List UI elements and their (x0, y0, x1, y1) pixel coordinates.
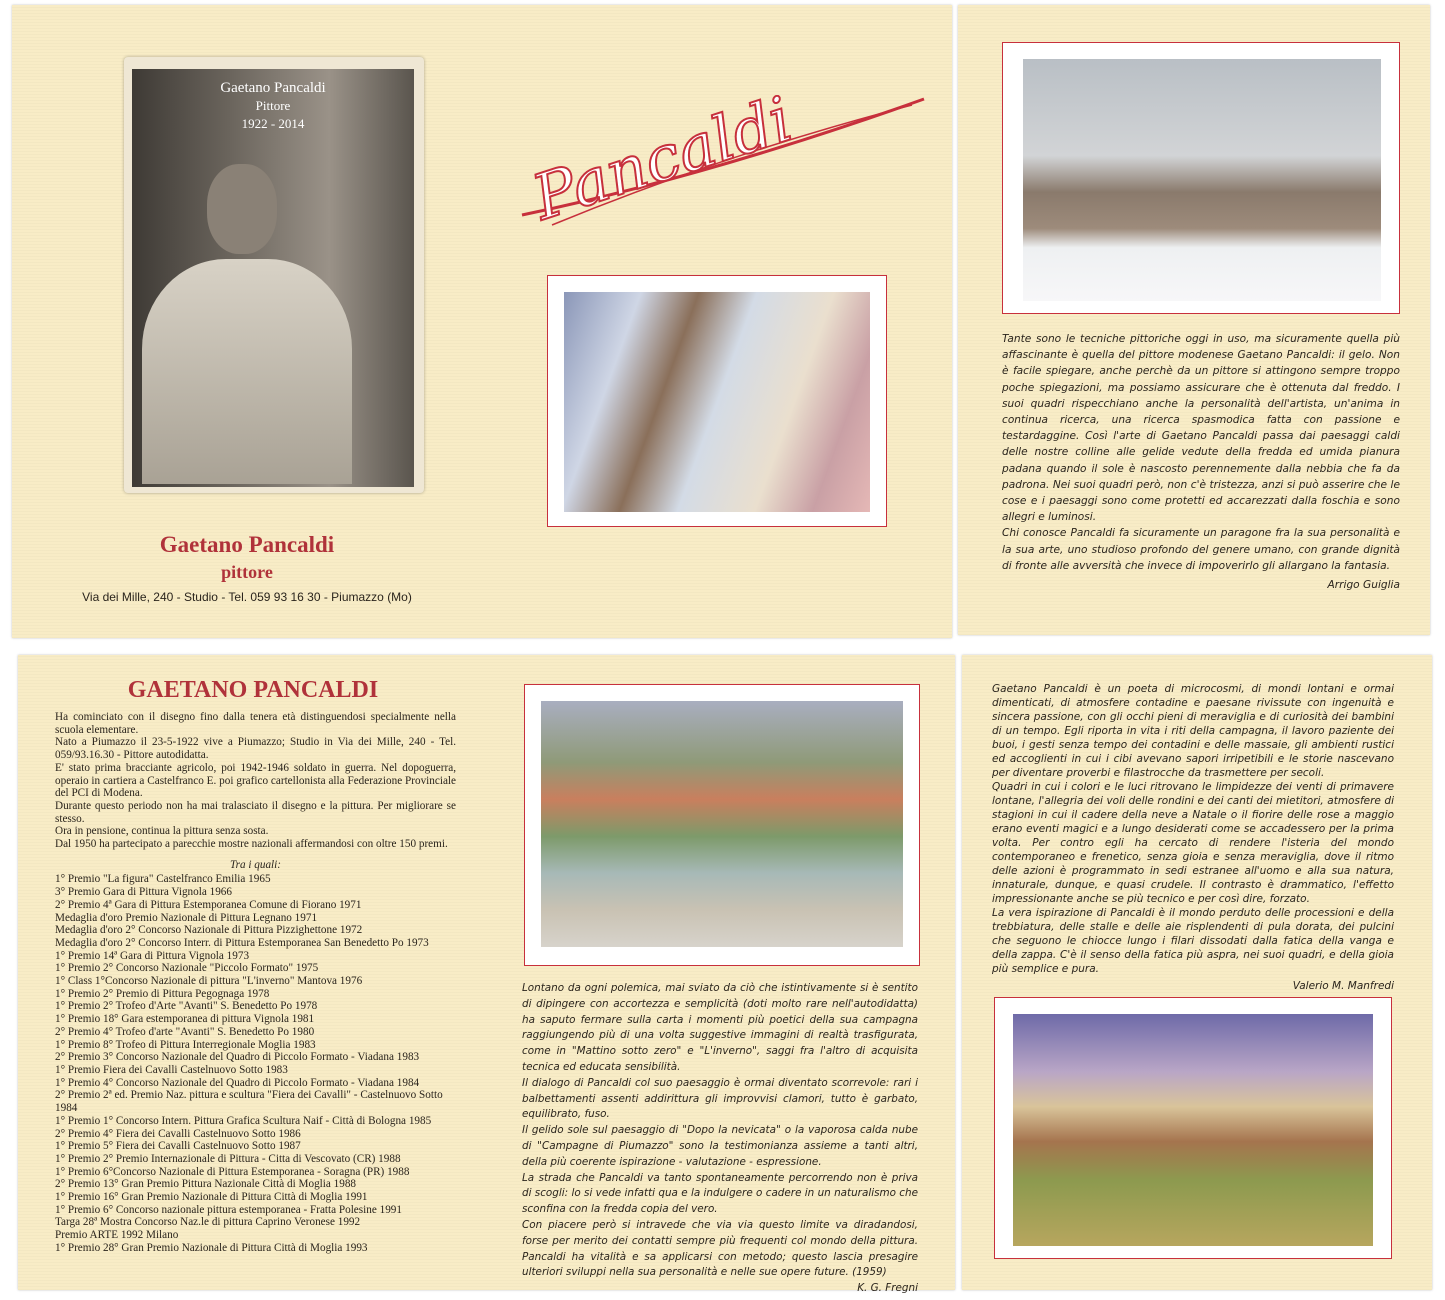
award-item: Premio ARTE 1992 Milano (55, 1229, 179, 1242)
award-item: 1° Premio 6°Concorso Nazionale di Pittura Estemporanea - Soragna (PR) 1988 (55, 1165, 410, 1178)
painting-snowy-castle (1023, 59, 1381, 301)
awards-heading: Tra i quali: (230, 858, 281, 871)
critique-paragraph: La strada che Pancaldi va tanto spontaneamente percorrendo non è priva di scogli: lo si vede infatti qua e la indulgere o cadere in un naturalismo che sconfina con la fredda copia del vero. (522, 1171, 918, 1216)
intro-panel (958, 5, 1430, 635)
bio-paragraph: Durante questo periodo non ha mai tralasciato il disegno e la pittura. Per migliorare se stesso. (55, 799, 456, 825)
award-item: Medaglia d'oro 2° Concorso Nazionale di Pittura Pizzighettone 1972 (55, 924, 363, 937)
pancaldi-logo (512, 95, 932, 245)
award-item: 1° Premio 14ª Gara di Pittura Vignola 1973 (55, 949, 250, 962)
award-item: 2° Premio 3° Concorso Nazionale del Quadro di Piccolo Formato - Viadana 1983 (55, 1051, 420, 1064)
award-item: 1° Premio 2° Premio Internazionale di Pittura - Citta di Vescovato (CR) 1988 (55, 1152, 401, 1165)
intro-paragraph: Chi conosce Pancaldi fa sicuramente un paragone fra la sua personalità e la sua arte, uno studioso profondo del genere umano, con grande dignità di fronte alle avversità che invece di impoverirlo gli allargano la fantasia. (1002, 527, 1400, 572)
intro-text (1002, 331, 1400, 593)
painting-frame-landscape (524, 684, 920, 966)
award-item: 1° Premio 2° Premio di Pittura Pegognaga 1978 (55, 987, 270, 1000)
award-item: 1° Premio 28° Gran Premio Nazionale di Pittura Città di Moglia 1993 (55, 1241, 368, 1254)
bio-paragraph: E' stato prima bracciante agricolo, poi 1942-1946 soldato in guerra. Nel dopoguerra, operaio in cartiera a Castelfranco E. poi grafico cartellonista alla Federazione Provinciale del PCI di Modena. (55, 761, 456, 800)
critique-paragraph: Il gelido sole sul paesaggio di "Dopo la nevicata" o la vaporosa calda nube di "Campagne di Piumazzo" sono la testimonianza assieme a tanti altri, della più coerente ispirazione - valutazione - espressione. (522, 1124, 918, 1168)
painting-threshing-farm (1013, 1014, 1373, 1246)
poet-panel (962, 655, 1432, 1290)
award-item: Targa 28ª Mostra Concorso Naz.le di pittura Caprino Veronese 1992 (55, 1216, 361, 1229)
poet-author: Valerio M. Manfredi (1292, 980, 1394, 992)
awards-list (55, 873, 456, 1254)
cover-address: Via dei Mille, 240 - Studio - Tel. 059 93 16 30 - Piumazzo (Mo) (82, 590, 412, 604)
poet-paragraph: Gaetano Pancaldi è un poeta di microcosmi, di mondi lontani e ormai dimenticati, di atmosfere contadine e paesane rivissute con ingenuità e sincera passione, con gli occhi pieni di meraviglia e di curiosità dei bambini di un tempo. Egli riporta in vita i riti della campagna, il lavoro paziente dei buoi, i gesti senza tempo dei contadini e delle massaie, gli ambienti rustici ed accoglienti in cui i cibi avevano sapori irripetibili e le storie nascevano per diventare proverbi e filastrocche da trasmettere per secoli. (992, 683, 1394, 779)
intro-paragraph: Tante sono le tecniche pittoriche oggi in uso, ma sicuramente quella più affascinante è quella del pittore modenese Gaetano Pancaldi: il gelo. Non è facile spiegare, anche perchè da un pittore si attingono sempre troppo poche spiegazioni, ma possiamo assicurare che è ottenuta dal freddo. I suoi quadri rispecchiano anche la personalità dell'artista, un'anima in continua ricerca, una ricerca spasmodica fatta con passione e testardaggine. Così l'arte di Gaetano Pancaldi passa dai paesaggi caldi delle nostre colline alle gelide vedute della fredda ed umida pianura padana quando il sole è nascosto perennemente dalla nebbia che fa da padrona. Nei suoi quadri però, non c'è tristezza, anzi si può asserire che le cose e i paesaggi sono come protetti ed accarezzati dalla foschia e sono allegri e luminosi. (1002, 333, 1400, 524)
award-item: 1° Premio 1° Concorso Intern. Pittura Grafica Scultura Naif - Città di Bologna 1985 (55, 1114, 432, 1127)
photo-caption-years: 1922 - 2014 (241, 116, 305, 131)
award-item: 1° Premio 2° Trofeo d'Arte "Avanti" S. Benedetto Po 1978 (55, 1000, 318, 1013)
critique-paragraph: Con piacere però si intravede che via via questo limite va diradandosi, forse per merito dei contatti sempre più frequenti col mondo della pittura. Pancaldi ha vitalità e sa applicarsi con metodo; questo lascia presagire ulteriori sviluppi nella sua personalità e nelle sue opere future. (1959) (522, 1218, 918, 1279)
poet-paragraph: Quadri in cui i colori e le luci ritrovano le limpidezze dei venti di primavere lontane, l'allegria dei voli delle rondini e dei canti dei mietitori, atmosfere di stagioni in cui il cadere della neve a Natale o il fiorire delle rose a maggio erano eventi magici e a lungo desiderati come se accadessero per la prima volta. Per contro egli ha cercato di rendere l'isteria del mondo contemporaneo e frenetico, senza gioia e senza meraviglia, dove il ritmo delle azioni è programmato in sedi estranee all'uomo e alla sua natura, innaturale, dunque, e quasi crudele. Il contrasto è drammatico, l'effetto impressionante anche se più tecnico e per così dire, forzato. (992, 781, 1394, 905)
poet-text (992, 682, 1394, 993)
bio-paragraph: Ha cominciato con il disegno fino dalla tenera età distinguendosi specialmente nella scuola elementare. (55, 711, 456, 736)
award-item: 1° Premio "La figura" Castelfranco Emilia 1965 (55, 873, 271, 886)
award-item: 2° Premio 4ª Gara di Pittura Estemporanea Comune di Fiorano 1971 (55, 898, 362, 911)
artist-photo (124, 57, 424, 493)
award-item: 1° Premio 4° Concorso Nazionale del Quadro di Piccolo Formato - Viadana 1984 (55, 1076, 420, 1089)
award-item: 1° Premio Fiera dei Cavalli Castelnuovo Sotto 1983 (55, 1063, 288, 1076)
award-item: 3° Premio Gara di Pittura Vignola 1966 (55, 886, 232, 899)
award-item: 1° Premio 5° Fiera dei Cavalli Castelnuovo Sotto 1987 (55, 1140, 301, 1153)
logo-text: Pancaldi (524, 95, 801, 235)
photo-caption-role: Pittore (255, 98, 291, 113)
cover-panel (12, 5, 952, 638)
poet-paragraph: La vera ispirazione di Pancaldi è il mondo perduto delle processioni e della trebbiatura, delle stalle e delle aie risplendenti di pula dorata, dei pulcini che seguono le chiocce lungo i filari dissodati dalla fatica della vanga e della zappa. C'è il senso della fatica più aspra, nei suoi quadri, e della gioia più semplice e pura. (992, 907, 1394, 975)
award-item: 1° Class 1°Concorso Nazionale di pittura "L'inverno" Mantova 1976 (55, 975, 363, 988)
award-item: 2° Premio 4° Fiera dei Cavalli Castelnuovo Sotto 1986 (55, 1127, 301, 1140)
award-item: 1° Premio 2° Concorso Nazionale "Piccolo Formato" 1975 (55, 962, 319, 975)
cover-name: Gaetano Pancaldi (159, 532, 335, 557)
award-item: 2° Premio 4° Trofeo d'arte "Avanti" S. Benedetto Po 1980 (55, 1025, 315, 1038)
painting-frame-farm (994, 997, 1392, 1259)
award-item: 1° Premio 8° Trofeo di Pittura Interregionale Moglia 1983 (55, 1038, 316, 1051)
critique-text (522, 981, 918, 1297)
bio-paragraph: Ora in pensione, continua la pittura senza sosta. (55, 825, 269, 838)
bio-text (55, 711, 456, 1255)
bio-paragraph: Nato a Piumazzo il 23-5-1922 vive a Piumazzo; Studio in Via dei Mille, 240 - Tel. 059/93.16.30 - Pittore autodidatta. (55, 736, 456, 762)
award-item: 1° Premio 18° Gara estemporanea di pittura Vignola 1981 (55, 1013, 315, 1026)
photo-caption-name: Gaetano Pancaldi (220, 80, 326, 96)
intro-author: Arrigo Guiglia (1327, 579, 1400, 592)
critique-paragraph: Il dialogo di Pancaldi col suo paesaggio è ormai diventato scorrevole: rari i balbettamenti assenti addirittura gli improvvisi clamori, tutto è garbato, equilibrato, fuso. (522, 1076, 918, 1121)
award-item: Medaglia d'oro 2° Concorso Interr. di Pittura Estemporanea San Benedetto Po 1973 (55, 936, 429, 949)
critique-paragraph: Lontano da ogni polemica, mai sviato da ciò che istintivamente si è sentito di dipingere con accortezza e semplicità (doti molto rare nell'autodidatta) ha saputo fermare sulla carta i momenti più poetici della sua campagna raggiungendo più di una volta suggestive immagini di realtà trasfigurata, come in "Mattino sotto zero" e "L'inverno", saggi fra l'altro di acquisita tecnica ed educata sensibilità. (522, 982, 918, 1073)
award-item: 2° Premio 13° Gran Premio Pittura Nazionale Città di Moglia 1988 (55, 1178, 357, 1191)
painting-frame-woman (547, 275, 887, 527)
award-item: Medaglia d'oro Premio Nazionale di Pittura Legnano 1971 (55, 911, 318, 924)
award-item: 2° Premio 2ª ed. Premio Naz. pittura e scultura "Fiera dei Cavalli" - Castelnuovo Sotto 1984 (55, 1089, 443, 1115)
award-item: 1° Premio 16° Gran Premio Nazionale di Pittura Città di Moglia 1991 (55, 1191, 368, 1204)
bio-paragraph: Dal 1950 ha partecipato a parecchie mostre nazionali affermandosi con oltre 150 premi. (55, 838, 448, 851)
cover-role: pittore (221, 562, 273, 582)
bio-panel (18, 655, 955, 1295)
award-item: 1° Premio 6° Concorso nazionale pittura estemporanea - Fratta Polesine 1991 (55, 1203, 402, 1216)
bio-title: GAETANO PANCALDI (127, 677, 379, 703)
painting-woman-window (564, 292, 870, 512)
critique-author: K. G. Fregni (857, 1282, 918, 1295)
painting-countryside (541, 701, 903, 947)
painting-frame-castle (1002, 42, 1400, 314)
